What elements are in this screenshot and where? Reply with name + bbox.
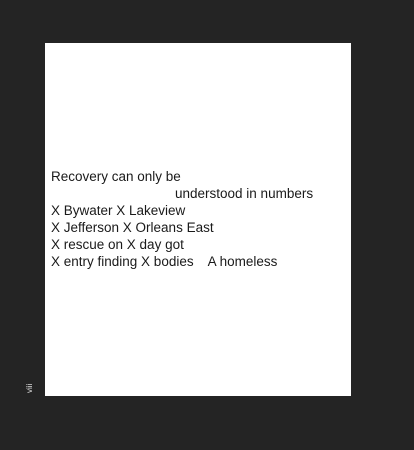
text-line-1: Recovery can only be bbox=[51, 169, 181, 184]
text-line-3: X Bywater X Lakeview bbox=[51, 203, 186, 218]
text-line-6-part-1: X entry finding X bodies bbox=[51, 254, 194, 269]
text-line-5: X rescue on X day got bbox=[51, 237, 184, 252]
text-line-2: understood in numbers bbox=[175, 186, 314, 201]
text-line-6 bbox=[51, 254, 277, 270]
document-page bbox=[45, 43, 351, 396]
text-line-6-part-2: A homeless bbox=[207, 254, 278, 269]
page-number-text: viii bbox=[25, 383, 34, 393]
page-number-marker bbox=[25, 380, 35, 396]
text-line-4: X Jefferson X Orleans East bbox=[51, 220, 214, 235]
